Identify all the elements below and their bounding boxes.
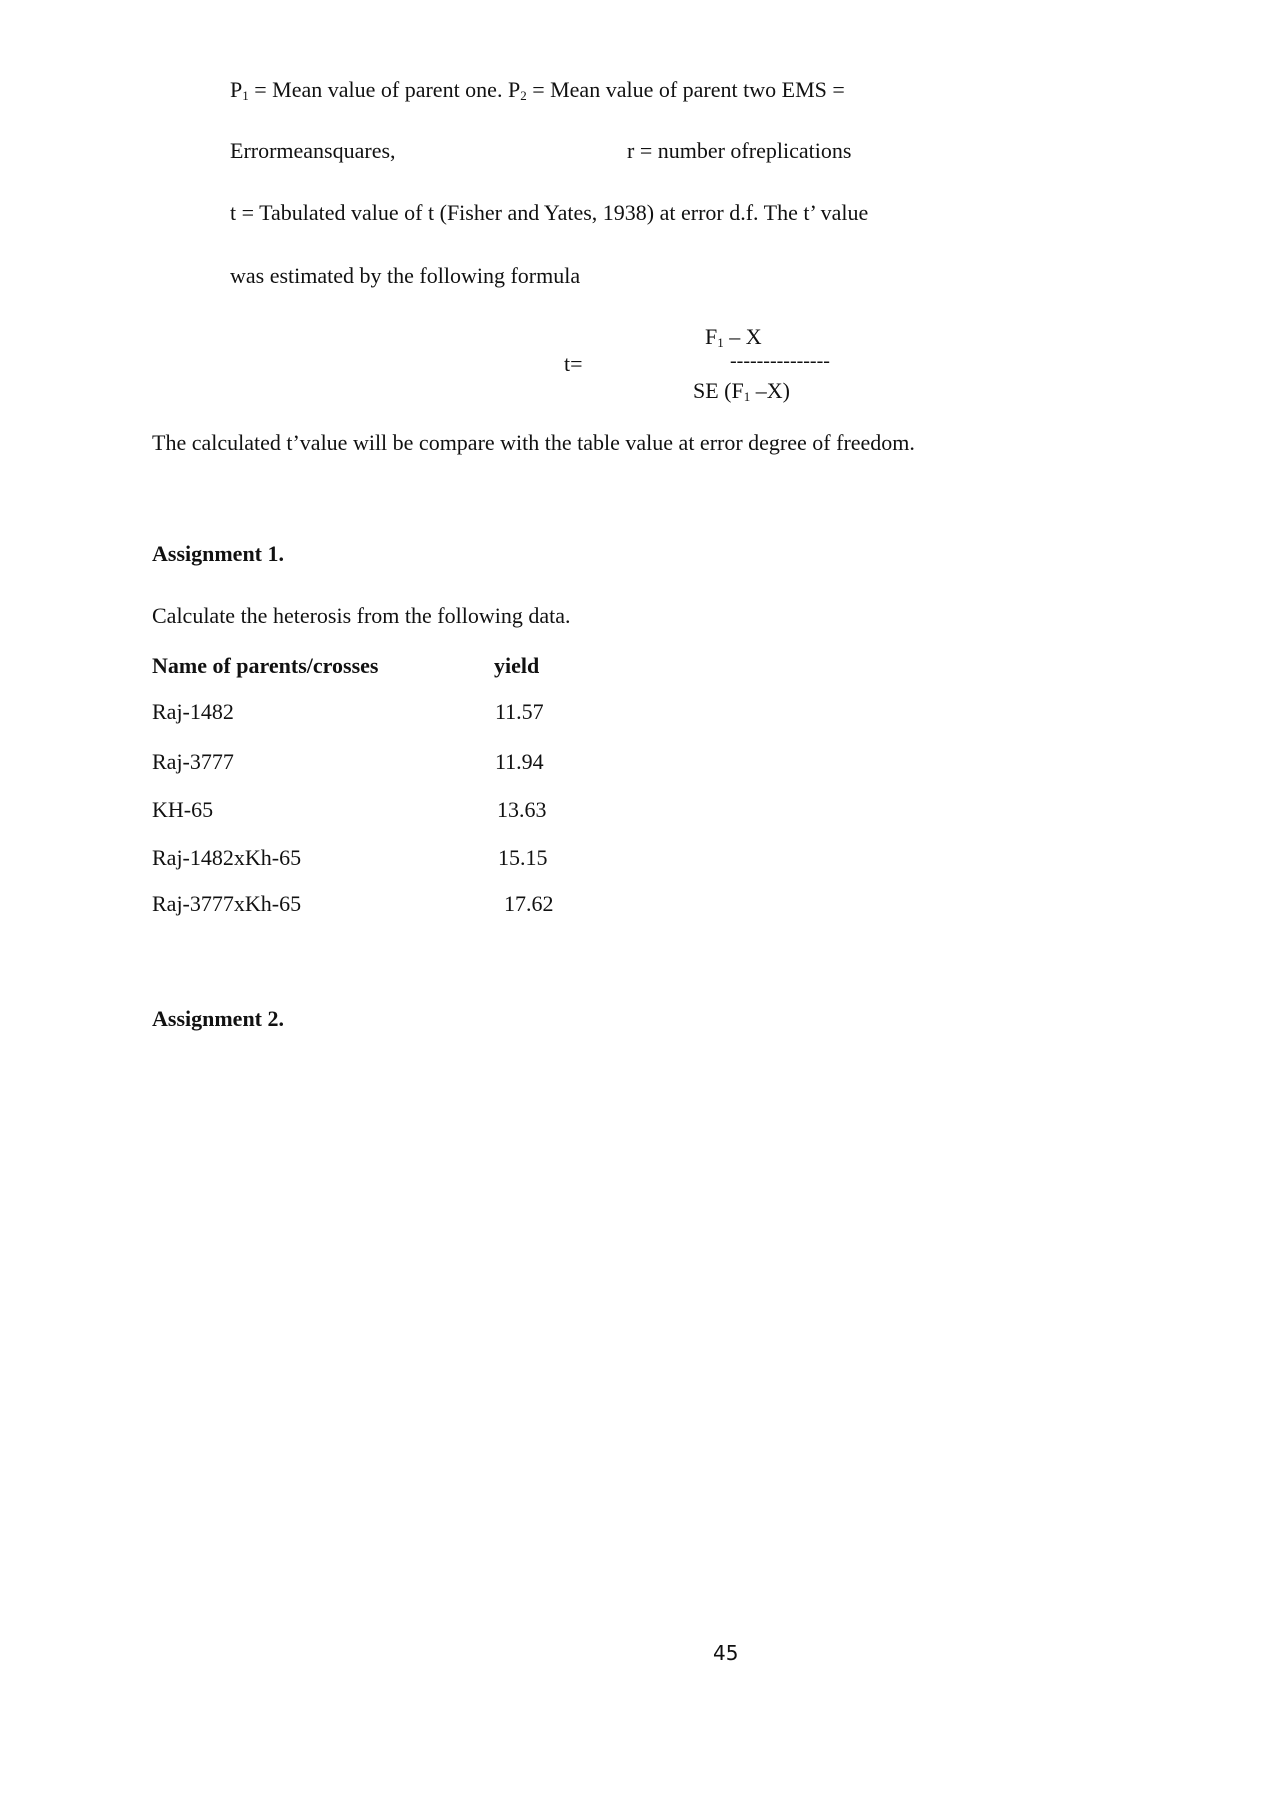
definition-ems: Errormeansquares, xyxy=(230,138,396,163)
definition-tabulated-t: t = Tabulated value of t (Fisher and Yates, 1938) at error d.f. The t’ value xyxy=(230,200,869,225)
table-row-1-yield: 11.57 xyxy=(495,699,544,724)
conclusion-text: The calculated t’value will be compare with the table value at error degree of freedom. xyxy=(152,430,915,455)
numerator-rest: – X xyxy=(723,324,762,349)
p2-symbol: P xyxy=(507,77,521,102)
table-row-5-yield: 17.62 xyxy=(504,891,554,916)
formula-divider: --------------- xyxy=(730,350,830,372)
p1-definition: = Mean value of parent one. xyxy=(248,77,508,102)
denominator-subscript: 1 xyxy=(743,389,751,404)
numerator-subscript: 1 xyxy=(717,335,724,350)
formula-numerator xyxy=(705,326,762,348)
table-header-yield: yield xyxy=(494,653,540,678)
formula-lhs: t= xyxy=(564,351,583,376)
table-row-4-name: Raj-1482xKh-65 xyxy=(152,845,302,870)
assignment-2-heading: Assignment 2. xyxy=(152,1006,285,1031)
table-row-2-yield: 11.94 xyxy=(495,749,544,774)
table-row-5-name: Raj-3777xKh-65 xyxy=(152,891,302,916)
page-number: 45 xyxy=(713,1641,739,1665)
p2-subscript: 2 xyxy=(520,88,527,103)
denominator-pre: SE (F xyxy=(693,378,744,403)
p1-symbol: P xyxy=(230,77,243,102)
numerator-f: F xyxy=(705,324,718,349)
definition-formula-intro: was estimated by the following formula xyxy=(230,263,581,288)
assignment-1-heading: Assignment 1. xyxy=(152,541,285,566)
table-row-2-name: Raj-3777 xyxy=(152,749,234,774)
denominator-rest: –X) xyxy=(750,378,790,403)
p2-definition: = Mean value of parent two EMS = xyxy=(526,77,845,102)
table-row-4-yield: 15.15 xyxy=(498,845,548,870)
table-row-3-name: KH-65 xyxy=(152,797,214,822)
assignment-1-instruction: Calculate the heterosis from the following data. xyxy=(152,603,571,628)
table-header-name: Name of parents/crosses xyxy=(152,653,379,678)
table-row-3-yield: 13.63 xyxy=(497,797,547,822)
definition-line-parents xyxy=(230,79,845,101)
p1-subscript: 1 xyxy=(242,88,249,103)
definition-replications: r = number ofreplications xyxy=(627,138,852,163)
table-row-1-name: Raj-1482 xyxy=(152,699,234,724)
formula-denominator xyxy=(693,380,790,402)
